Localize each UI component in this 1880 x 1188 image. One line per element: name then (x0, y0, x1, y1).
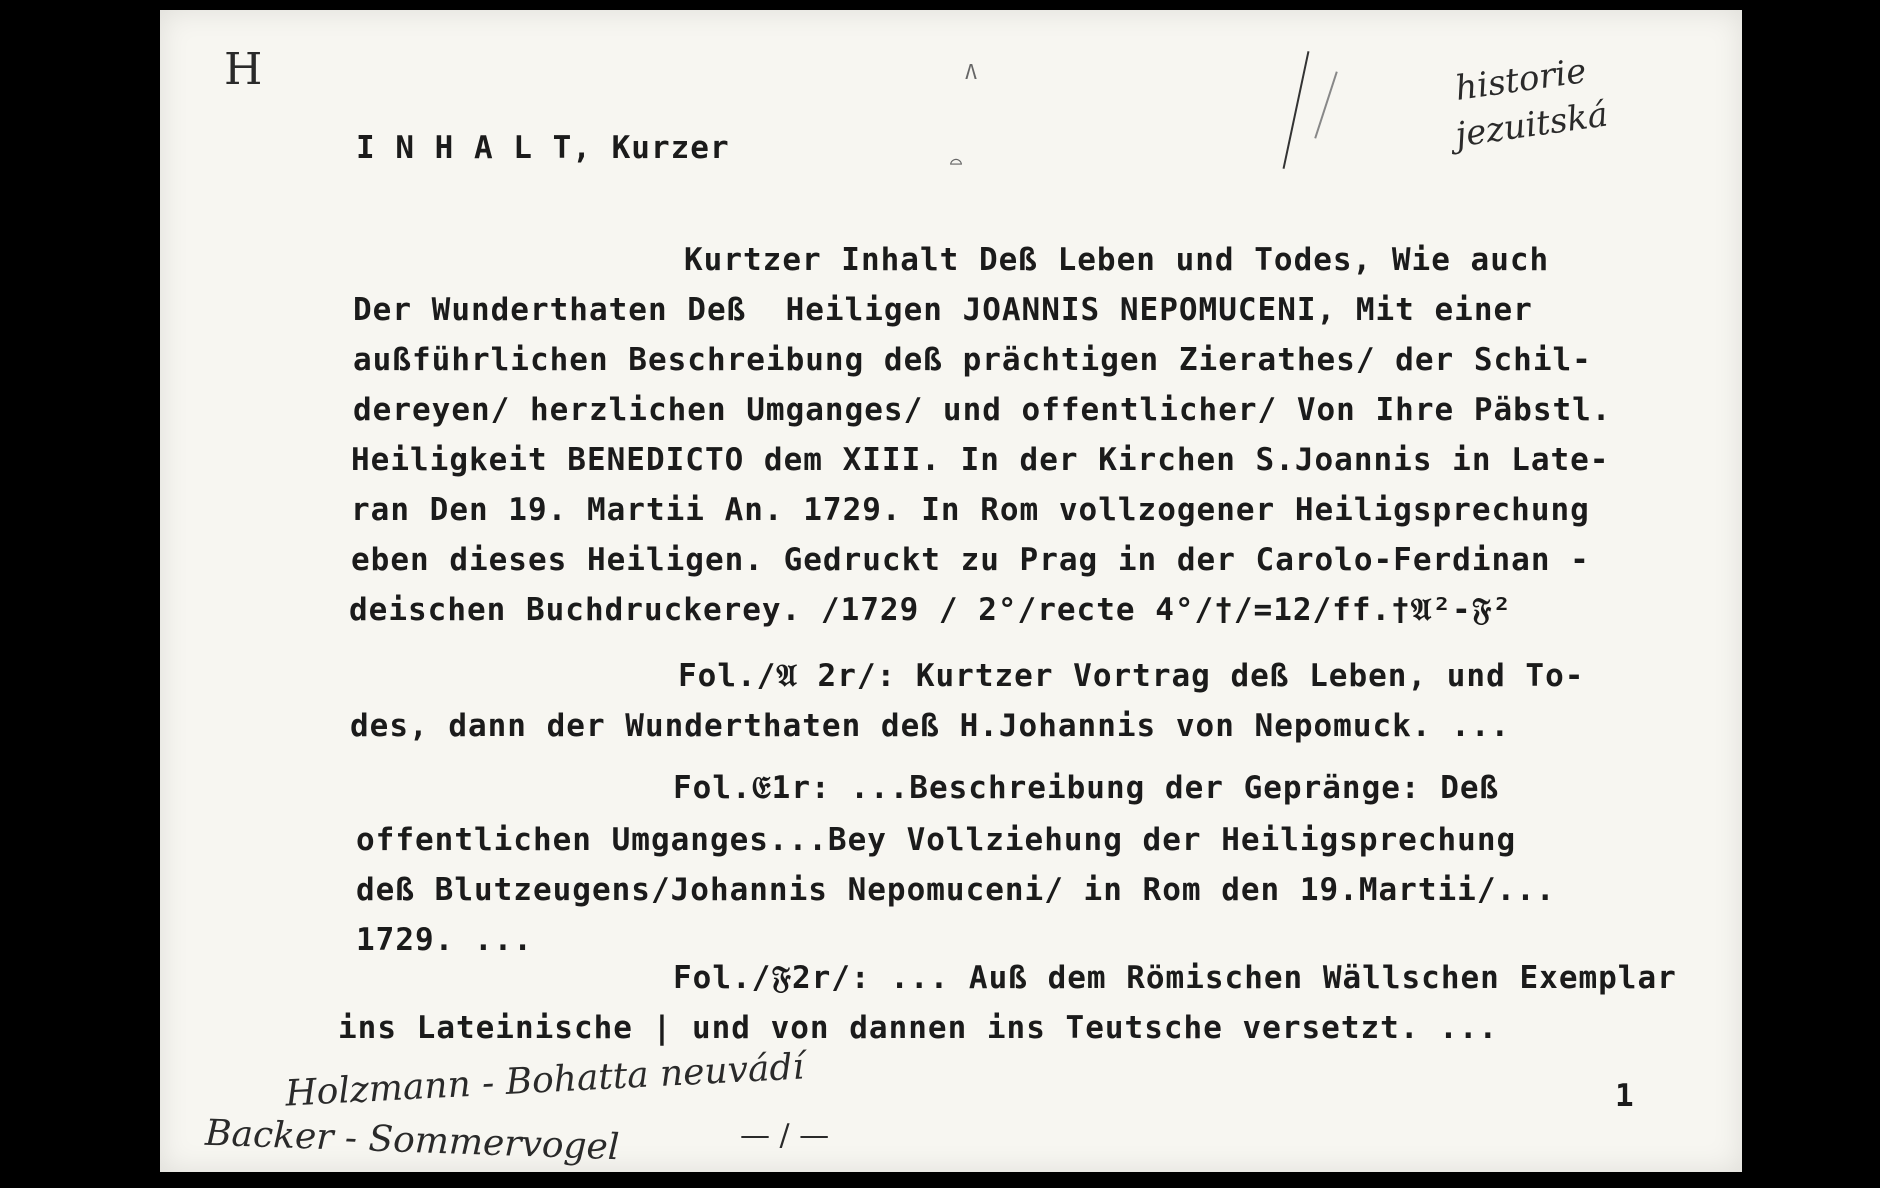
handwritten-note: historie (1452, 51, 1589, 109)
text-line: ins Lateinische | und von dannen ins Teutsche versetzt. ... (338, 1010, 1499, 1046)
pencil-mark: ⌓ (950, 150, 963, 174)
catalog-card (160, 10, 1742, 1172)
corner-letter: H (224, 44, 263, 95)
text-line: dereyen/ herzlichen Umganges/ und offentlicher/ Von Ihre Päbstl. (353, 392, 1612, 428)
page-number: 1 (1615, 1078, 1635, 1114)
text-line: Fol./𝔉2r/: ... Auß dem Römischen Wällschen Exemplar (673, 960, 1677, 996)
text-line: Heiligkeit BENEDICTO dem XIII. In der Kirchen S.Joannis in Late- (351, 442, 1610, 478)
text-line: Der Wunderthaten Deß Heiligen JOANNIS NEPOMUCENI, Mit einer (353, 292, 1533, 328)
handwritten-note: Backer - Sommervogel (204, 1112, 621, 1169)
text-line: offentlichen Umganges...Bey Vollziehung der Heiligsprechung (356, 822, 1517, 858)
text-line: 1729. ... (356, 922, 533, 958)
text-line: außführlichen Beschreibung deß prächtigen Zierathes/ der Schil- (353, 342, 1592, 378)
text-line: ran Den 19. Martii An. 1729. In Rom vollzogener Heiligsprechung (351, 492, 1590, 528)
handwritten-note: Holzmann - Bohatta neuvádí (284, 1046, 805, 1115)
pencil-stroke (1283, 51, 1310, 169)
pencil-mark: Λ (965, 60, 978, 84)
text-line: Kurtzer Inhalt Deß Leben und Todes, Wie auch (684, 242, 1550, 278)
pencil-stroke (1314, 71, 1338, 138)
text-line: Fol./𝔄 2r/: Kurtzer Vortrag deß Leben, und To- (678, 658, 1585, 694)
handwritten-note: jezuitská (1452, 94, 1611, 156)
text-line: deischen Buchdruckerey. /1729 / 2°/recte 4°/†/=12/ff.†𝔄²-𝔉² (349, 592, 1512, 628)
handwritten-note: — / — (740, 1118, 830, 1153)
text-line: Fol.𝔈1r: ...Beschreibung der Gepränge: Deß (673, 770, 1500, 806)
card-heading: I N H A L T, Kurzer (356, 130, 730, 166)
text-line: des, dann der Wunderthaten deß H.Johannis von Nepomuck. ... (350, 708, 1511, 744)
text-line: eben dieses Heiligen. Gedruckt zu Prag in der Carolo-Ferdinan - (351, 542, 1590, 578)
text-line: deß Blutzeugens/Johannis Nepomuceni/ in Rom den 19.Martii/... (356, 872, 1556, 908)
